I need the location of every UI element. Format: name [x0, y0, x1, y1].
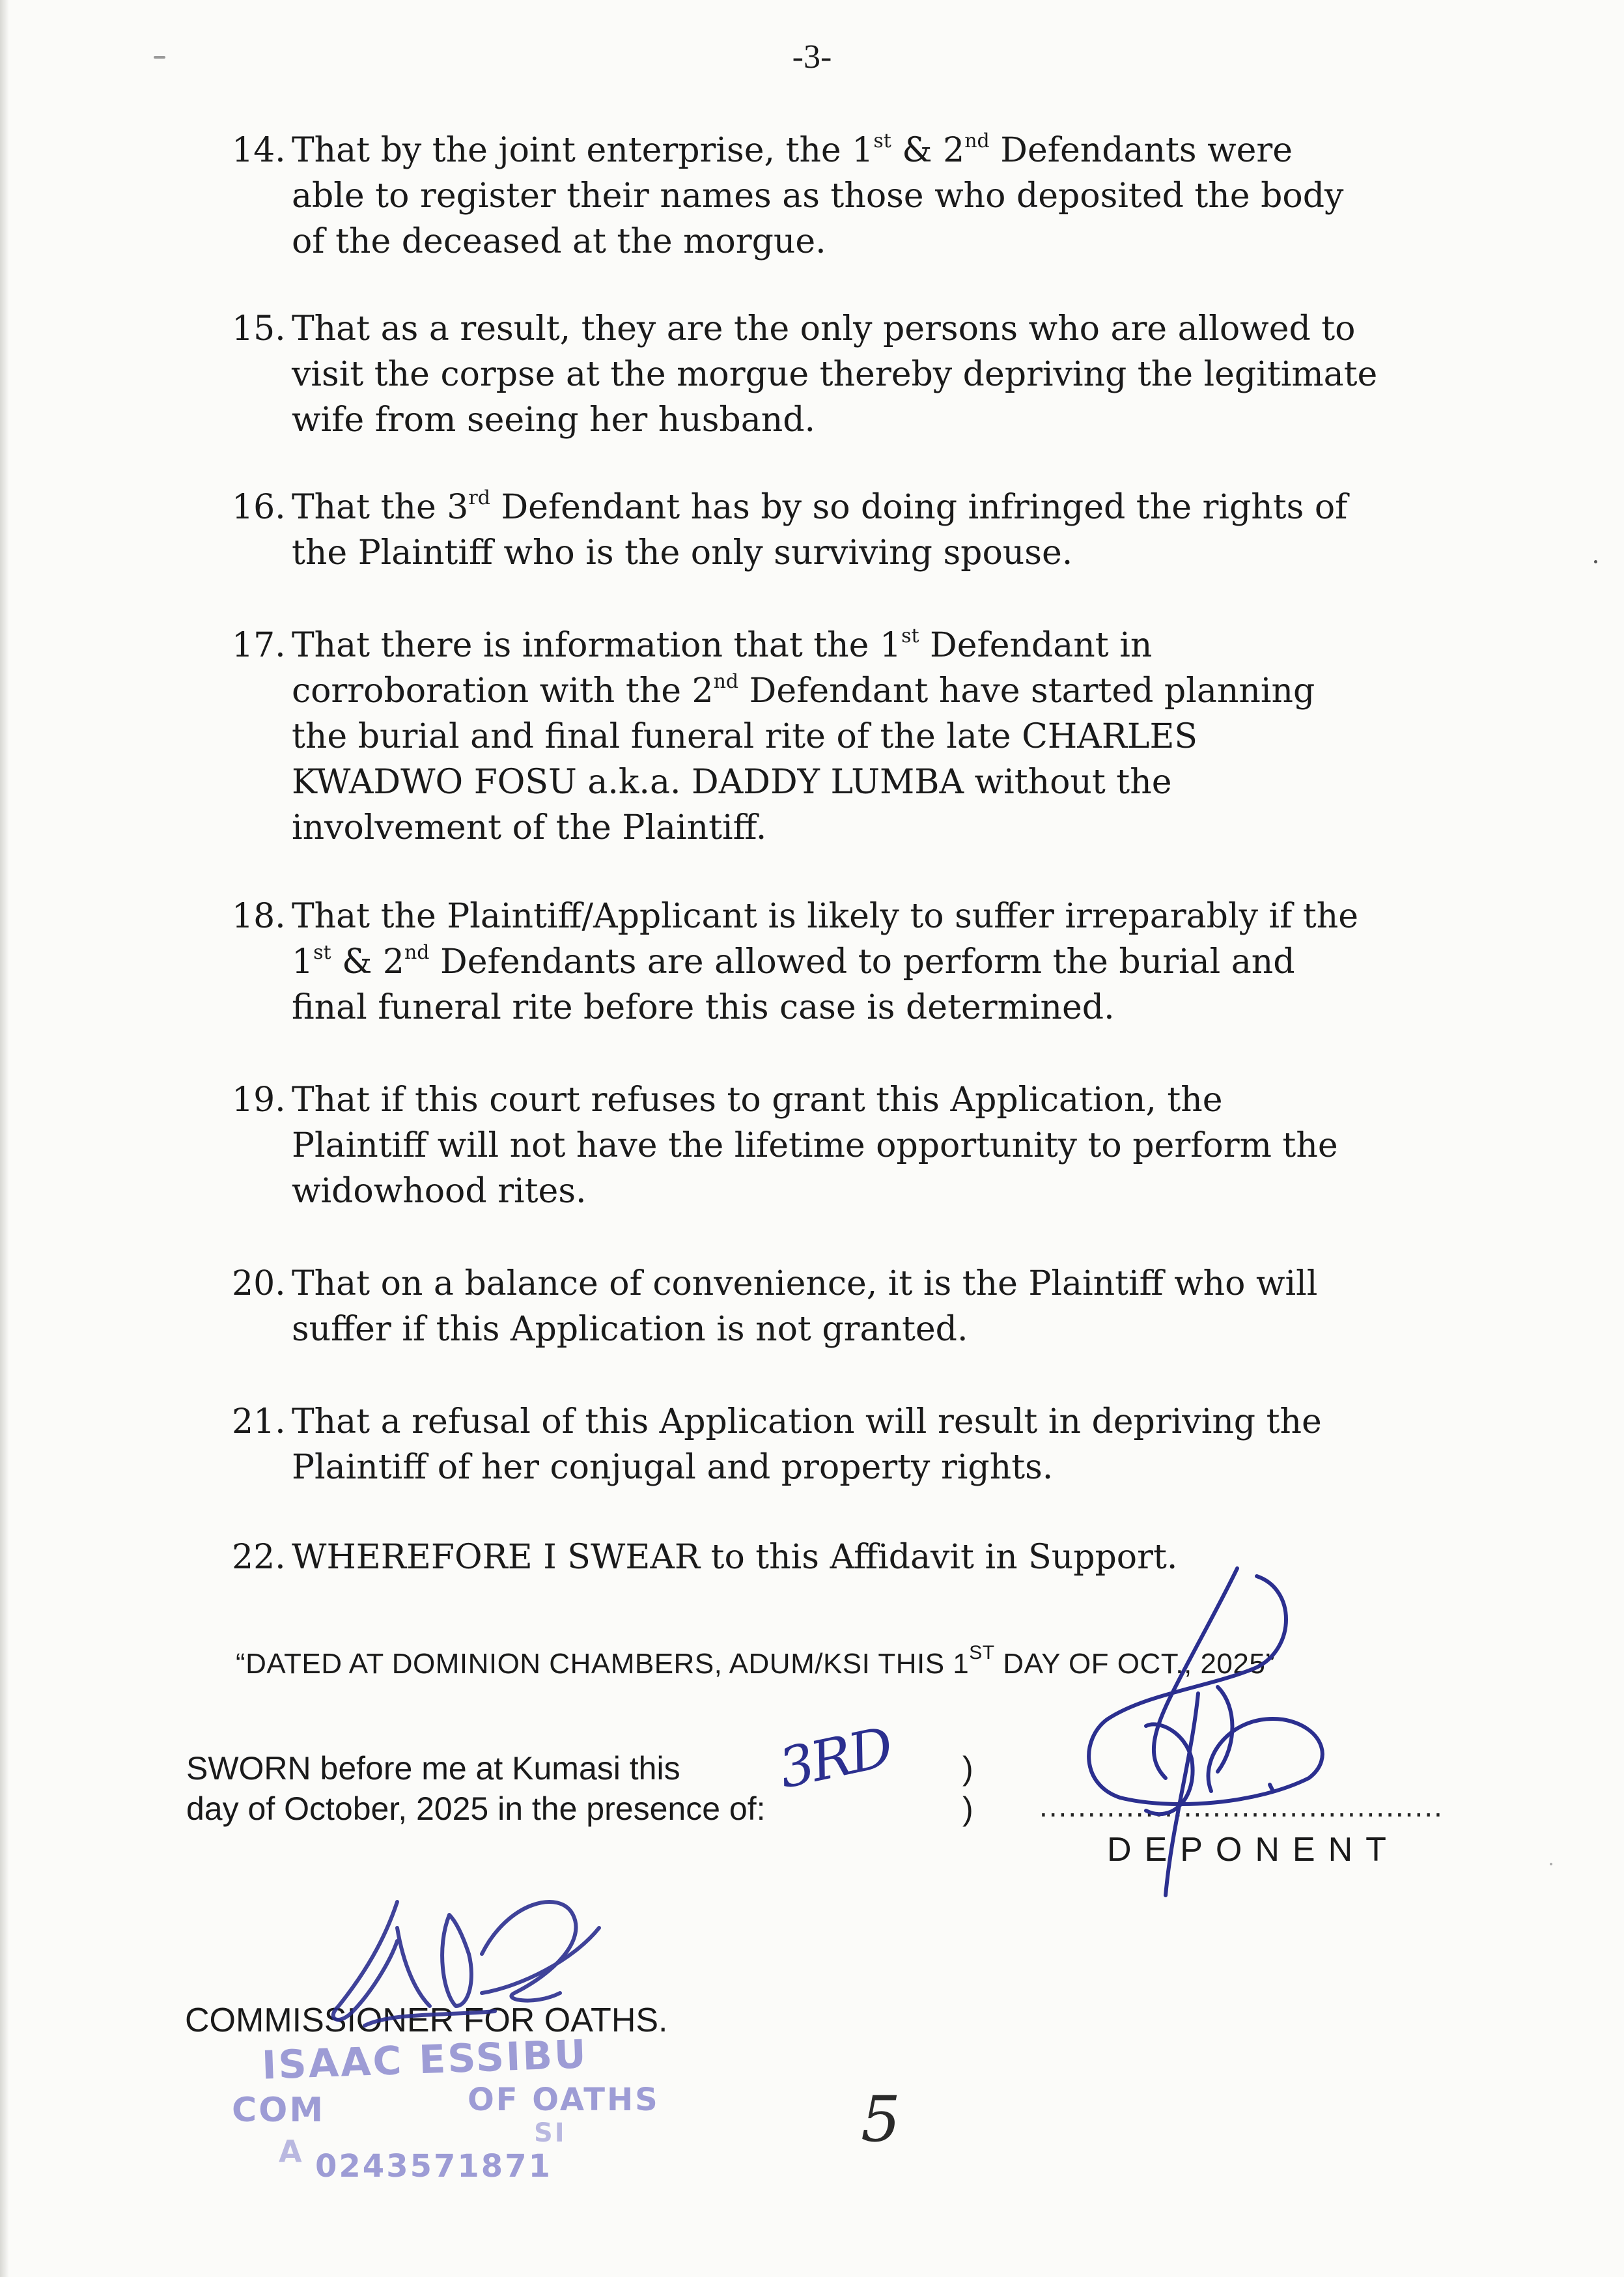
paragraph-text: That the Plaintiff/Applicant is likely to suffer irreparably if the 1st & 2nd Defendants are allowed to perform the burial and final funeral rite before this case is determined. [292, 897, 1359, 1027]
paragraph-text: That on a balance of convenience, it is the Plaintiff who will suffer if this Application is not granted. [292, 1264, 1318, 1349]
paragraph-number: 17. [232, 626, 286, 665]
sworn-line-1: SWORN before me at Kumasi this [186, 1750, 680, 1787]
paragraph-text: That there is information that the 1st Defendant in corroboration with the 2nd Defendant have started planning the burial and final funeral rite of the late CHARLES KWADWO FOSU a.k.a. DADDY LUMBA without the involvement of the Plaintiff. [292, 625, 1315, 847]
sworn-line-2: day of October, 2025 in the presence of: [186, 1790, 766, 1827]
paragraph-text: That as a result, they are the only persons who are allowed to visit the corpse at the morgue thereby depriving the legitimate wife from seeing her husband. [292, 309, 1378, 440]
handwritten-day: 3RD [773, 1715, 897, 1801]
deponent-signature-line: .......................................... [1039, 1789, 1444, 1823]
stamp-address-right: SI [534, 2118, 567, 2148]
deponent-label: DEPONENT [1107, 1831, 1399, 1869]
paragraph-number: 19. [232, 1081, 286, 1120]
stamp-phone: 0243571871 [315, 2148, 552, 2185]
paragraph-number: 21. [232, 1402, 286, 1441]
stamp-title-left: COM [232, 2091, 326, 2130]
page-number: -3- [792, 38, 832, 76]
paragraph-number: 18. [232, 897, 286, 936]
stamp-address-left: A [279, 2134, 304, 2169]
paragraph-number: 20. [232, 1264, 286, 1303]
paragraph-number: 15. [232, 309, 286, 348]
paragraph-number: 22. [232, 1538, 286, 1577]
bracket: ) [962, 1790, 973, 1827]
dated-line: “DATED AT DOMINION CHAMBERS, ADUM/KSI THIS 1ST DAY OF OCT., 2025” [236, 1642, 1276, 1680]
bracket: ) [962, 1750, 973, 1787]
scan-speck [154, 56, 165, 59]
scan-speck [1594, 560, 1597, 563]
stamp-title-right: OF OATHS [468, 2082, 660, 2118]
paragraph-text: That by the joint enterprise, the 1st & 2nd Defendants were able to register their names as those who deposited the body of the deceased at the morgue. [292, 130, 1344, 261]
paragraph-text: WHEREFORE I SWEAR to this Affidavit in Support. [292, 1538, 1178, 1577]
paragraph-text: That the 3rd Defendant has by so doing infringed the rights of the Plaintiff who is the only surviving spouse. [292, 487, 1348, 573]
paragraph-text: That a refusal of this Application will result in depriving the Plaintiff of her conjugal and property rights. [292, 1402, 1322, 1487]
paragraph-number: 16. [232, 488, 286, 527]
commissioner-label: COMMISSIONER FOR OATHS. [185, 2001, 668, 2039]
stamp-name: ISAAC ESSIBU [260, 2031, 589, 2089]
scan-speck [1550, 1863, 1552, 1865]
paragraph-text: That if this court refuses to grant this Application, the Plaintiff will not have the lifetime opportunity to perform the widowhood rites. [292, 1081, 1338, 1211]
handwritten-page-number: 5 [861, 2083, 901, 2156]
paragraph-number: 14. [232, 131, 286, 170]
